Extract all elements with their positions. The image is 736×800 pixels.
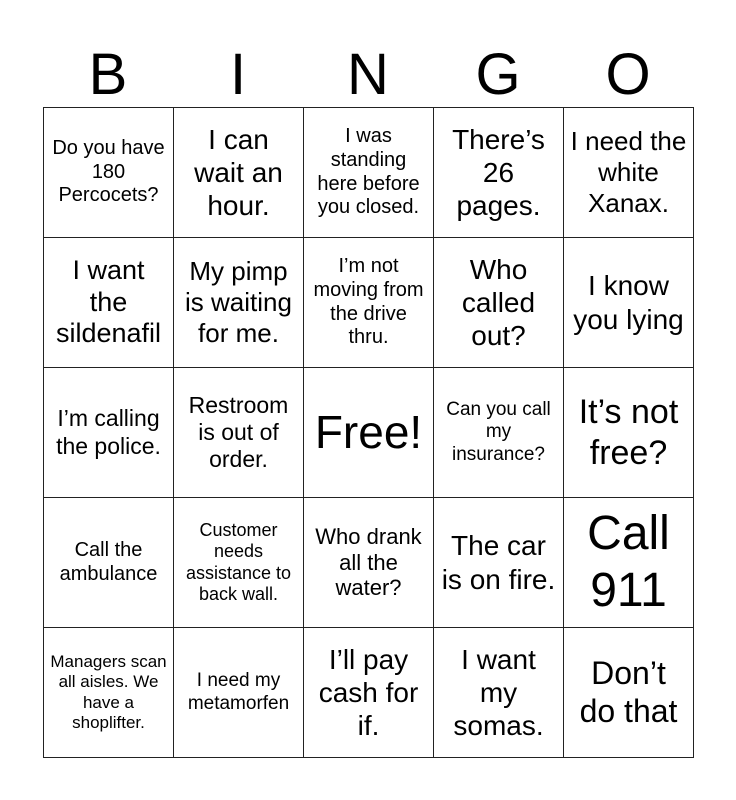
board-row (44, 238, 694, 368)
bingo-cell: Who drank all the water? (304, 498, 434, 628)
bingo-cell: Managers scan all aisles. We have a shoplifter. (44, 628, 174, 758)
header-letter-n: N (347, 42, 389, 107)
bingo-cell: I’m calling the police. (44, 368, 174, 498)
bingo-header (43, 40, 693, 110)
board-row (44, 628, 694, 758)
bingo-cell: I want my somas. (434, 628, 564, 758)
bingo-cell: My pimp is waiting for me. (174, 238, 304, 368)
bingo-cell: I can wait an hour. (174, 108, 304, 238)
header-letter-i: I (229, 42, 247, 107)
bingo-cell: I need my metamorfen (174, 628, 304, 758)
board-row (44, 498, 694, 628)
bingo-cell: Can you call my insurance? (434, 368, 564, 498)
bingo-cell: I’m not moving from the drive thru. (304, 238, 434, 368)
bingo-cell: I need the white Xanax. (564, 108, 694, 238)
bingo-cell: Call 911 (564, 498, 694, 628)
bingo-cell: Don’t do that (564, 628, 694, 758)
bingo-cell: I want the sildenafil (44, 238, 174, 368)
board-row (44, 368, 694, 498)
bingo-cell: Do you have 180 Percocets? (44, 108, 174, 238)
bingo-cell: I’ll pay cash for if. (304, 628, 434, 758)
free-cell: Free! (304, 368, 434, 498)
header-letter-g: G (475, 42, 521, 107)
board-row (44, 108, 694, 238)
bingo-cell: Restroom is out of order. (174, 368, 304, 498)
bingo-cell: I was standing here before you closed. (304, 108, 434, 238)
bingo-cell: Customer needs assistance to back wall. (174, 498, 304, 628)
bingo-cell: Who called out? (434, 238, 564, 368)
header-letter-b: B (88, 42, 128, 107)
bingo-board (43, 107, 694, 758)
bingo-cell: The car is on fire. (434, 498, 564, 628)
bingo-cell: Call the ambulance (44, 498, 174, 628)
bingo-cell: I know you lying (564, 238, 694, 368)
bingo-cell: It’s not free? (564, 368, 694, 498)
bingo-cell: There’s 26 pages. (434, 108, 564, 238)
header-letter-o: O (605, 42, 651, 107)
